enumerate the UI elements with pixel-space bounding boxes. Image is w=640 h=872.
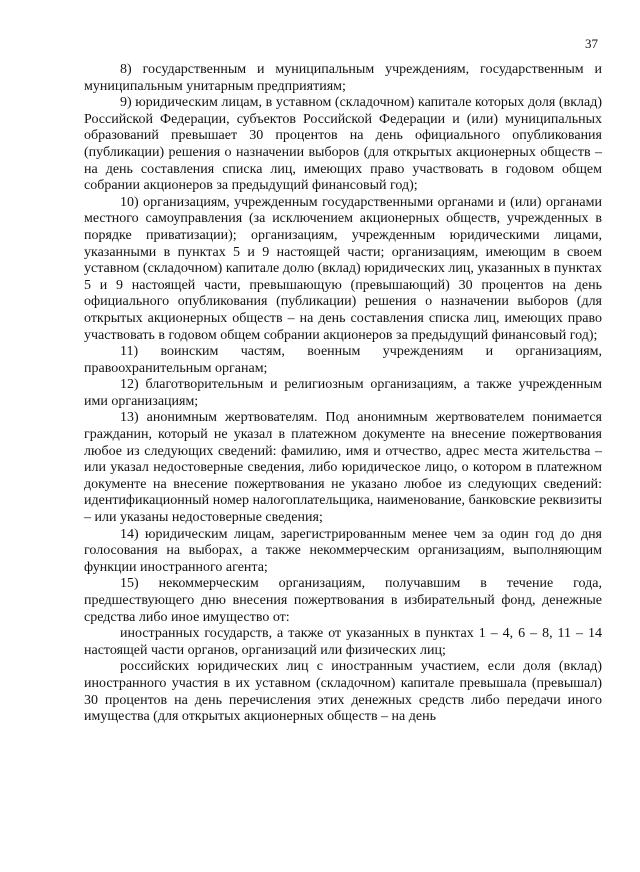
- document-body: [84, 62, 602, 726]
- paragraph-item-12: 12) благотворительным и религиозным организациям, а также учрежденным ими организациям;: [84, 377, 602, 409]
- paragraph-item-13: 13) анонимным жертвователям. Под анонимным жертвователем понимается гражданин, который не указал в платежном документе на внесение пожертвования любое из следующих сведений: фамилию, имя и отчество, адрес места жительства – или указал недостоверные сведения, либо юридическое лицо, о котором в платежном документе на внесение пожертвования не указано любое из следующих сведений: идентификационный номер налогоплательщика, наименование, банковские реквизиты – или указаны недостоверные сведения;: [84, 410, 602, 526]
- paragraph-item-14: 14) юридическим лицам, зарегистрированным менее чем за один год до дня голосования на выборах, а также некоммерческим организациям, выполняющим функции иностранного агента;: [84, 526, 602, 575]
- paragraph-item-10: 10) организациям, учрежденным государственными органами и (или) органами местного самоуправления (за исключением акционерных обществ, учрежденных в порядке приватизации); организациям, учрежденным юридическими лицами, указанными в пунктах 5 и 9 настоящей части; организациям, имеющим в своем уставном (складочном) капитале долю (вклад) юридических лиц, указанных в пунктах 5 и 9 настоящей части, превышающую (превышающий) 30 процентов на день официального опубликования (публикации) решения о назначении выборов (для открытых акционерных обществ – на день составления списка лиц, имеющих право участвовать в годовом общем собрании акционеров за предыдущий финансовый год);: [84, 194, 603, 343]
- paragraph-item-9: 9) юридическим лицам, в уставном (складочном) капитале которых доля (вклад) Российской Федерации, субъектов Российской Федерации и (или) муниципальных образований превышает 30 процентов на день официального опубликования (публикации) решения о назначении выборов (для открытых акционерных обществ – на день составления списка лиц, имеющих право участвовать в годовом общем собрании акционеров за предыдущий финансовый год);: [84, 95, 602, 194]
- paragraph-russian-entities: российских юридических лиц с иностранным участием, если доля (вклад) иностранного участия в их уставном (складочном) капитале превышала (превышал) 30 процентов на день перечисления этих денежных средств либо передачи иного имущества (для открытых акционерных обществ – на день: [84, 659, 602, 725]
- paragraph-item-15: 15) некоммерческим организациям, получавшим в течение года, предшествующего дню внесения пожертвования в избирательный фонд, денежные средства либо иное имущество от:: [84, 576, 602, 625]
- paragraph-item-8: 8) государственным и муниципальным учреждениям, государственным и муниципальным унитарным предприятиям;: [84, 62, 602, 94]
- page-number: 37: [585, 36, 598, 51]
- paragraph-item-11: 11) воинским частям, военным учреждениям и организациям, правоохранительным органам;: [84, 344, 602, 376]
- paragraph-foreign-states: иностранных государств, а также от указанных в пунктах 1 – 4, 6 – 8, 11 – 14 настоящей части органов, организаций или физических лиц;: [84, 626, 602, 658]
